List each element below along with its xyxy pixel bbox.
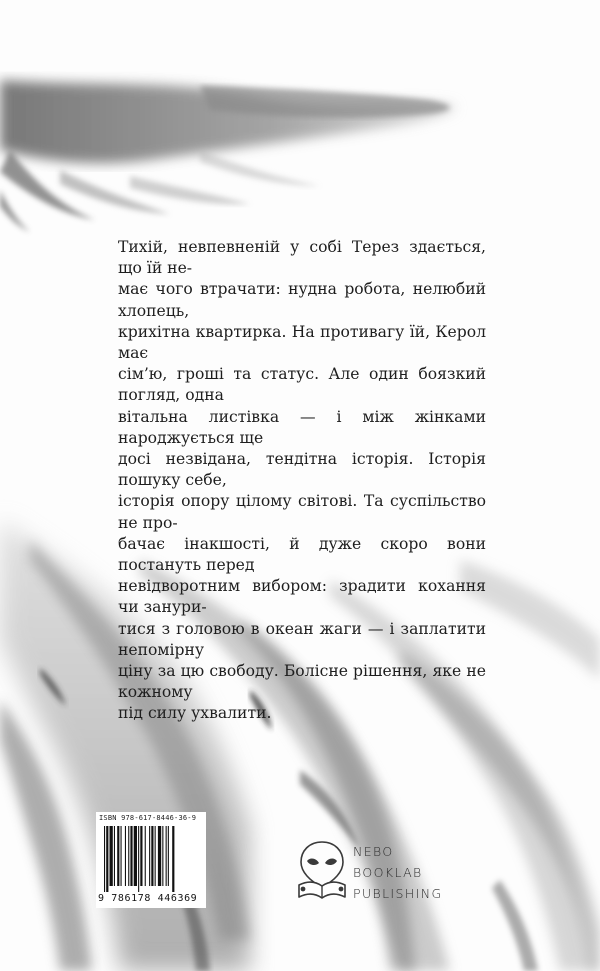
barcode-bar	[121, 826, 122, 886]
publisher-line-1: NEBO	[353, 844, 394, 859]
barcode-bar	[106, 826, 108, 892]
barcode-bar	[114, 826, 115, 886]
barcode-bar	[117, 826, 119, 886]
barcode-bar	[125, 826, 126, 886]
isbn-digits: 9 786178 446369	[98, 893, 198, 904]
barcode-bar	[168, 826, 169, 886]
barcode-bar	[149, 826, 150, 886]
barcode-bar	[138, 826, 139, 892]
blurb-line: досі незвідана, тендітна історія. Історія пошуку себе,	[118, 450, 486, 490]
publisher-name	[353, 841, 443, 904]
blurb-line: має чого втрачати: нудна робота, нелюбий хлопець,	[118, 280, 486, 320]
isbn-barcode	[96, 812, 206, 908]
blurb-line: ціну за цю свободу. Болісне рішення, яке не кожному	[118, 662, 486, 702]
blurb-line: бачає інакшості, й дуже скоро вони постануть перед	[118, 534, 486, 575]
blurb-line: Тихій, невпевненій у собі Терез здається, що їй не-	[118, 238, 486, 278]
barcode-bar	[162, 826, 163, 886]
publisher-line-2: BOOKLAB	[353, 865, 423, 880]
blurb-line: тися з головою в океан жаги — і заплатити непомірну	[118, 619, 486, 659]
blurb-line: невідворотним вибором: зрадити кохання чи занури-	[118, 577, 486, 617]
barcode-bar	[145, 826, 146, 886]
barcode-bar	[151, 826, 153, 886]
barcode-bar	[104, 826, 105, 892]
publisher-block	[293, 833, 453, 913]
alien-reading-book-icon	[293, 839, 351, 901]
isbn-label: ISBN 978-617-8446-36-9	[99, 814, 197, 822]
barcode-bar	[130, 826, 132, 886]
barcode-bar	[158, 826, 161, 886]
barcode-bar	[155, 826, 156, 886]
publisher-line-3: PUBLISHING	[353, 886, 443, 901]
barcode-bars	[104, 826, 200, 892]
barcode-bar	[140, 826, 142, 886]
blurb-line: сім’ю, гроші та статус. Але один боязкий погляд, одна	[118, 365, 486, 405]
barcode-bar	[128, 826, 129, 886]
back-cover-blurb	[118, 237, 486, 725]
blurb-line: історія опору цілому світові. Та суспільство не про-	[118, 492, 486, 532]
barcode-bar	[110, 826, 113, 886]
blurb-line: під силу ухвалити.	[118, 704, 272, 723]
barcode-bar	[134, 826, 137, 886]
barcode-bar	[172, 826, 174, 892]
barcode-bar	[166, 826, 167, 886]
blurb-line: вітальна листівка — і між жінками народжується ще	[118, 407, 486, 447]
blurb-line: крихітна квартирка. На противагу їй, Керол має	[118, 322, 486, 363]
